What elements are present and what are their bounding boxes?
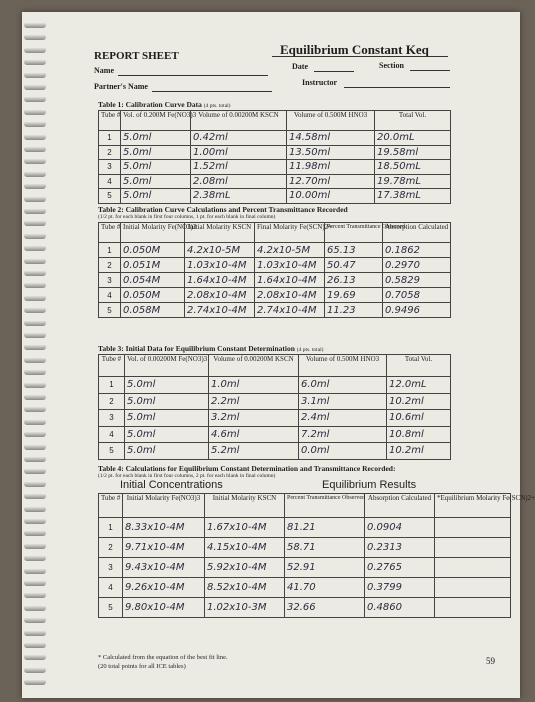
table-row bbox=[99, 131, 451, 146]
spiral-ring bbox=[24, 357, 46, 363]
report-sheet-label: REPORT SHEET bbox=[94, 50, 179, 62]
table-cell: 2.74x10-4M bbox=[255, 303, 325, 318]
table-cell bbox=[435, 578, 511, 598]
tube-number-cell: 5 bbox=[99, 443, 125, 460]
spiral-ring bbox=[24, 146, 46, 152]
table-cell: 9.26x10-4M bbox=[123, 578, 205, 598]
table-cell bbox=[435, 538, 511, 558]
spiral-ring bbox=[24, 642, 46, 648]
table-cell: 0.2970 bbox=[383, 258, 451, 273]
table-cell: 1.52ml bbox=[191, 160, 287, 175]
name-label: Name bbox=[94, 66, 114, 75]
table4-header: Initial Molarity KSCN bbox=[205, 494, 285, 518]
table-cell: 52.91 bbox=[285, 558, 365, 578]
table-cell: 1.03x10-4M bbox=[255, 258, 325, 273]
table-cell: 0.0ml bbox=[299, 443, 387, 460]
tube-number-cell: 5 bbox=[99, 598, 123, 618]
spiral-ring bbox=[24, 431, 46, 437]
table-cell: 0.2765 bbox=[365, 558, 435, 578]
spiral-ring bbox=[24, 332, 46, 338]
table-cell: 2.08x10-4M bbox=[185, 288, 255, 303]
spiral-ring bbox=[24, 679, 46, 685]
table-cell: 5.0ml bbox=[125, 443, 209, 460]
table-cell: 0.4860 bbox=[365, 598, 435, 618]
footnote-best-fit: * Calculated from the equation of the best fit line. bbox=[98, 654, 228, 661]
spiral-ring bbox=[24, 158, 46, 164]
table3-equilibrium-initial-data bbox=[98, 354, 451, 460]
table2-header: Percent Transmittance Observed bbox=[325, 223, 383, 243]
table-cell: 12.70ml bbox=[287, 174, 375, 189]
spiral-ring bbox=[24, 592, 46, 598]
spiral-ring bbox=[24, 196, 46, 202]
table-cell: 81.21 bbox=[285, 518, 365, 538]
table-row bbox=[99, 518, 511, 538]
spiral-ring bbox=[24, 34, 46, 40]
spiral-ring bbox=[24, 630, 46, 636]
table-cell: 9.80x10-4M bbox=[123, 598, 205, 618]
table1-header: Tube # bbox=[99, 111, 121, 131]
table-row bbox=[99, 558, 511, 578]
table1-header: Volume of 0.500M HNO3 bbox=[287, 111, 375, 131]
table-cell: 20.0mL bbox=[375, 131, 451, 146]
tube-number-cell: 3 bbox=[99, 273, 121, 288]
spiral-ring bbox=[24, 481, 46, 487]
table2-calibration-calculations bbox=[98, 222, 451, 318]
table-row bbox=[99, 174, 451, 189]
table4-header: Tube # bbox=[99, 494, 123, 518]
tube-number-cell: 4 bbox=[99, 578, 123, 598]
table-cell: 5.2ml bbox=[209, 443, 299, 460]
table-cell: 0.050M bbox=[121, 243, 185, 258]
spiral-ring bbox=[24, 654, 46, 660]
table4-equilibrium-calculations bbox=[98, 493, 535, 618]
spiral-ring bbox=[24, 406, 46, 412]
tube-number-cell: 1 bbox=[99, 518, 123, 538]
spiral-ring bbox=[24, 258, 46, 264]
table-cell: 5.0ml bbox=[121, 145, 191, 160]
table3-header: Tube # bbox=[99, 355, 125, 377]
table-cell: 5.0ml bbox=[121, 189, 191, 204]
table-row bbox=[99, 145, 451, 160]
table-cell: 10.8ml bbox=[387, 426, 451, 443]
table-cell bbox=[435, 598, 511, 618]
table4-caption: Table 4: Calculations for Equilibrium Constant Determination and Transmittance Recorded: bbox=[98, 464, 396, 473]
table2-header: Final Molarity Fe(SCN)2+ bbox=[255, 223, 325, 243]
table-cell: 1.64x10-4M bbox=[185, 273, 255, 288]
table-row bbox=[99, 426, 451, 443]
spiral-ring bbox=[24, 605, 46, 611]
tube-number-cell: 3 bbox=[99, 410, 125, 427]
spiral-ring bbox=[24, 96, 46, 102]
table-cell: 2.38mL bbox=[191, 189, 287, 204]
table-cell bbox=[435, 558, 511, 578]
table2-note: (1/2 pt. for each blank in first four columns, 1 pt. for each blank in final column) bbox=[98, 214, 276, 220]
table-cell: 2.08x10-4M bbox=[255, 288, 325, 303]
table-cell: 13.50ml bbox=[287, 145, 375, 160]
table4-header: *Equilibrium Molarity Fe(SCN)2+ bbox=[435, 494, 511, 518]
spiral-ring bbox=[24, 233, 46, 239]
table2-header: Initial Molarity Fe(NO3)3 bbox=[121, 223, 185, 243]
table-row bbox=[99, 538, 511, 558]
spiral-ring bbox=[24, 543, 46, 549]
table1-header: Vol. of 0.200M Fe(NO3)3 bbox=[121, 111, 191, 131]
table-cell: 5.0ml bbox=[125, 426, 209, 443]
spiral-ring bbox=[24, 320, 46, 326]
table-cell: 19.58ml bbox=[375, 145, 451, 160]
table-row bbox=[99, 160, 451, 175]
table3-header: Total Vol. bbox=[387, 355, 451, 377]
table-row bbox=[99, 578, 511, 598]
spiral-ring bbox=[24, 183, 46, 189]
table-cell: 19.69 bbox=[325, 288, 383, 303]
table-cell: 19.78mL bbox=[375, 174, 451, 189]
table1-header: Total Vol. bbox=[375, 111, 451, 131]
tube-number-cell: 1 bbox=[99, 377, 125, 394]
table2-caption: Table 2: Calibration Curve Calculations and Percent Transmittance Recorded bbox=[98, 205, 348, 214]
tube-number-cell: 4 bbox=[99, 288, 121, 303]
table-cell: 5.0ml bbox=[121, 174, 191, 189]
table-cell: 4.6ml bbox=[209, 426, 299, 443]
table3-header: Volume of 0.00200M KSCN bbox=[209, 355, 299, 377]
partner-name-line bbox=[152, 91, 272, 92]
date-line bbox=[314, 71, 354, 72]
table4-note: (1/2 pt. for each blank in first four columns, 2 pt. for each blank in final column) bbox=[98, 473, 276, 479]
table-row bbox=[99, 598, 511, 618]
table4-header: Percent Transmittance Observed bbox=[285, 494, 365, 518]
table-cell: 9.71x10-4M bbox=[123, 538, 205, 558]
table-cell: 1.00ml bbox=[191, 145, 287, 160]
table-cell: 0.3799 bbox=[365, 578, 435, 598]
spiral-ring bbox=[24, 580, 46, 586]
table-cell: 0.051M bbox=[121, 258, 185, 273]
spiral-ring bbox=[24, 84, 46, 90]
table-cell: 1.02x10-3M bbox=[205, 598, 285, 618]
table-cell: 5.92x10-4M bbox=[205, 558, 285, 578]
spiral-ring bbox=[24, 270, 46, 276]
spiral-ring bbox=[24, 394, 46, 400]
spiral-ring bbox=[24, 245, 46, 251]
table2-header: Absorption Calculated bbox=[383, 223, 451, 243]
experiment-title: Equilibrium Constant Keq bbox=[280, 42, 429, 57]
table-cell: 1.0ml bbox=[209, 377, 299, 394]
tube-number-cell: 5 bbox=[99, 189, 121, 204]
table-cell: 10.2ml bbox=[387, 443, 451, 460]
tube-number-cell: 2 bbox=[99, 258, 121, 273]
table-cell: 8.33x10-4M bbox=[123, 518, 205, 538]
table-row bbox=[99, 258, 451, 273]
table4-header: Initial Molarity Fe(NO3)3 bbox=[123, 494, 205, 518]
table-cell: 3.2ml bbox=[209, 410, 299, 427]
table-cell: 8.52x10-4M bbox=[205, 578, 285, 598]
table-cell: 2.4ml bbox=[299, 410, 387, 427]
spiral-ring bbox=[24, 220, 46, 226]
table3-caption: Table 3: Initial Data for Equilibrium Constant Determination (4 pts. total) bbox=[98, 344, 324, 353]
table-cell: 0.054M bbox=[121, 273, 185, 288]
table4-header: Absorption Calculated bbox=[365, 494, 435, 518]
table-cell: 10.6ml bbox=[387, 410, 451, 427]
table-cell: 0.7058 bbox=[383, 288, 451, 303]
equilibrium-results-label: Equilibrium Results bbox=[322, 479, 417, 491]
tube-number-cell: 2 bbox=[99, 145, 121, 160]
spiral-ring bbox=[24, 493, 46, 499]
table-row bbox=[99, 189, 451, 204]
table-cell: 17.38mL bbox=[375, 189, 451, 204]
section-label: Section bbox=[379, 61, 404, 70]
table-row bbox=[99, 288, 451, 303]
table-cell: 2.2ml bbox=[209, 393, 299, 410]
table1-calibration-data bbox=[98, 110, 451, 204]
table-cell: 11.23 bbox=[325, 303, 383, 318]
spiral-ring bbox=[24, 506, 46, 512]
spiral-binding bbox=[22, 22, 44, 702]
table-cell: 3.1ml bbox=[299, 393, 387, 410]
spiral-ring bbox=[24, 530, 46, 536]
initial-concentrations-label: Initial Concentrations bbox=[120, 479, 223, 491]
spiral-ring bbox=[24, 72, 46, 78]
table-cell: 4.2x10-5M bbox=[185, 243, 255, 258]
table1-caption: Table 1: Calibration Curve Data (4 pts. total) bbox=[98, 100, 231, 109]
spiral-ring bbox=[24, 22, 46, 28]
partner-name-label: Partner's Name bbox=[94, 82, 148, 91]
table-cell: 1.64x10-4M bbox=[255, 273, 325, 288]
table-cell: 58.71 bbox=[285, 538, 365, 558]
table-cell: 0.0904 bbox=[365, 518, 435, 538]
spiral-ring bbox=[24, 444, 46, 450]
table-cell: 65.13 bbox=[325, 243, 383, 258]
table-cell: 11.98ml bbox=[287, 160, 375, 175]
table-cell: 5.0ml bbox=[121, 160, 191, 175]
date-label: Date bbox=[292, 62, 308, 71]
table-cell: 26.13 bbox=[325, 273, 383, 288]
table-cell: 5.0ml bbox=[125, 393, 209, 410]
table-cell: 18.50mL bbox=[375, 160, 451, 175]
table-cell: 5.0ml bbox=[125, 377, 209, 394]
spiral-ring bbox=[24, 134, 46, 140]
name-line bbox=[118, 75, 268, 76]
footnote-total-points: (20 total points for all ICE tables) bbox=[98, 663, 186, 670]
table-cell: 10.2ml bbox=[387, 393, 451, 410]
table1-header: Volume of 0.00200M KSCN bbox=[191, 111, 287, 131]
table-cell: 1.67x10-4M bbox=[205, 518, 285, 538]
table-cell: 0.058M bbox=[121, 303, 185, 318]
spiral-ring bbox=[24, 667, 46, 673]
table-cell: 0.2313 bbox=[365, 538, 435, 558]
spiral-ring bbox=[24, 568, 46, 574]
table-row bbox=[99, 273, 451, 288]
table-cell: 2.08ml bbox=[191, 174, 287, 189]
tube-number-cell: 5 bbox=[99, 303, 121, 318]
tube-number-cell: 3 bbox=[99, 558, 123, 578]
table-cell: 32.66 bbox=[285, 598, 365, 618]
table-cell: 6.0ml bbox=[299, 377, 387, 394]
table-cell: 5.0ml bbox=[125, 410, 209, 427]
spiral-ring bbox=[24, 282, 46, 288]
table-cell: 7.2ml bbox=[299, 426, 387, 443]
table3-header: Vol. of 0.00200M Fe(NO3)3 bbox=[125, 355, 209, 377]
spiral-ring bbox=[24, 171, 46, 177]
tube-number-cell: 2 bbox=[99, 393, 125, 410]
spiral-ring bbox=[24, 468, 46, 474]
table-cell: 5.0ml bbox=[121, 131, 191, 146]
table-cell: 1.03x10-4M bbox=[185, 258, 255, 273]
spiral-ring bbox=[24, 369, 46, 375]
spiral-ring bbox=[24, 419, 46, 425]
table-cell: 41.70 bbox=[285, 578, 365, 598]
table-cell: 2.74x10-4M bbox=[185, 303, 255, 318]
table-cell: 0.5829 bbox=[383, 273, 451, 288]
page-number: 59 bbox=[486, 656, 495, 666]
table-cell: 4.2x10-5M bbox=[255, 243, 325, 258]
spiral-ring bbox=[24, 617, 46, 623]
section-line bbox=[410, 70, 450, 71]
tube-number-cell: 1 bbox=[99, 243, 121, 258]
spiral-ring bbox=[24, 47, 46, 53]
spiral-ring bbox=[24, 555, 46, 561]
spiral-ring bbox=[24, 307, 46, 313]
table-cell: 4.15x10-4M bbox=[205, 538, 285, 558]
table-row bbox=[99, 243, 451, 258]
table-cell bbox=[435, 518, 511, 538]
table-cell: 14.58ml bbox=[287, 131, 375, 146]
spiral-ring bbox=[24, 295, 46, 301]
spiral-ring bbox=[24, 344, 46, 350]
table-cell: 50.47 bbox=[325, 258, 383, 273]
tube-number-cell: 1 bbox=[99, 131, 121, 146]
spiral-ring bbox=[24, 121, 46, 127]
table-cell: 9.43x10-4M bbox=[123, 558, 205, 578]
spiral-ring bbox=[24, 109, 46, 115]
table-row bbox=[99, 410, 451, 427]
table-row bbox=[99, 303, 451, 318]
tube-number-cell: 2 bbox=[99, 538, 123, 558]
table-cell: 0.9496 bbox=[383, 303, 451, 318]
tube-number-cell: 3 bbox=[99, 160, 121, 175]
table-cell: 0.1862 bbox=[383, 243, 451, 258]
table2-header: Tube # bbox=[99, 223, 121, 243]
table-cell: 10.00ml bbox=[287, 189, 375, 204]
table-cell: 0.42ml bbox=[191, 131, 287, 146]
spiral-ring bbox=[24, 208, 46, 214]
title-underline bbox=[272, 56, 448, 57]
table-row bbox=[99, 393, 451, 410]
table-cell: 0.050M bbox=[121, 288, 185, 303]
table-cell: 12.0mL bbox=[387, 377, 451, 394]
table2-header: Initial Molarity KSCN bbox=[185, 223, 255, 243]
tube-number-cell: 4 bbox=[99, 174, 121, 189]
spiral-ring bbox=[24, 456, 46, 462]
instructor-line bbox=[344, 87, 450, 88]
spiral-ring bbox=[24, 382, 46, 388]
spiral-ring bbox=[24, 59, 46, 65]
spiral-ring bbox=[24, 518, 46, 524]
tube-number-cell: 4 bbox=[99, 426, 125, 443]
table-row bbox=[99, 443, 451, 460]
report-sheet-page bbox=[22, 12, 535, 698]
instructor-label: Instructor bbox=[302, 78, 338, 87]
table3-header: Volume of 0.500M HNO3 bbox=[299, 355, 387, 377]
table-row bbox=[99, 377, 451, 394]
